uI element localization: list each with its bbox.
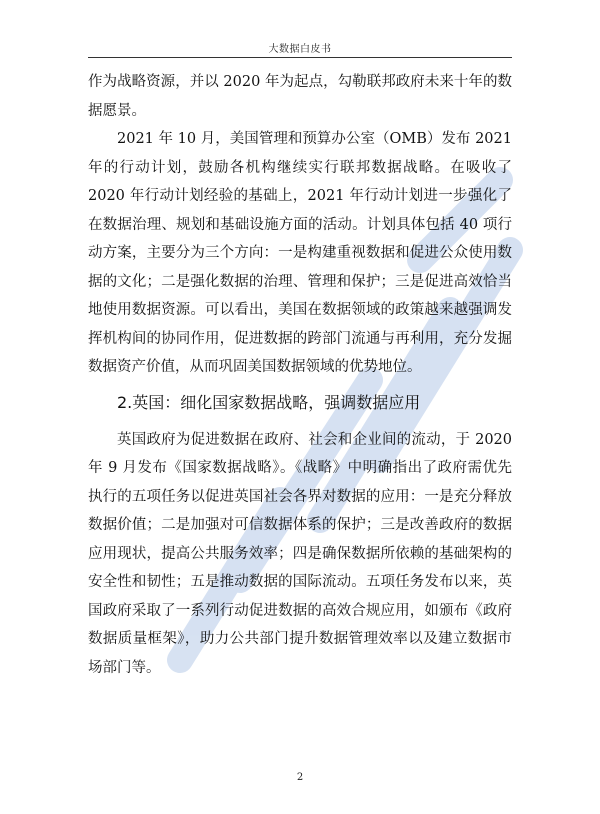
section-heading-uk: 2.英国：细化国家数据战略，强调数据应用	[117, 392, 421, 412]
running-header-title: 大数据白皮书	[268, 44, 332, 55]
paragraph-2: 2021 年 10 月，美国管理和预算办公室（OMB）发布 2021 年的行动计划，鼓励各机构继续实行联邦数据战略。在吸收了 2020 年行动计划经验的基础上，2021 年行动计划进一步强化了在数据治理、规划和基础设施方面的活动。计划具体包括 40 项行动方案，主要分为三个方向：一是构建重视数据和促进公众使用数据的文化；二是强化数据的治理、管理和保护；三是促进高效恰当地使用数据资源。可以看出，美国在数据领域的政策越来越强调发挥机构间的协同作用，促进数据的跨部门流通与再利用，充分发掘数据资产价值，从而巩固美国数据领域的优势地位。	[88, 131, 512, 375]
page-number: 2	[296, 772, 304, 783]
header-divider	[88, 57, 512, 58]
main-text	[88, 68, 512, 682]
paragraph-1: 作为战略资源，并以 2020 年为起点，勾勒联邦政府未来十年的数据愿景。	[88, 74, 512, 119]
paragraph-3: 英国政府为促进数据在政府、社会和企业间的流动，于 2020 年 9 月发布《国家数据战略》。《战略》中明确指出了政府需优先执行的五项任务以促进英国社会各界对数据的应用：一是充分释放数据价值；二是加强对可信数据体系的保护；三是改善政府的数据应用现状，提高公共服务效率；四是确保数据所依赖的基础架构的安全性和韧性；五是推动数据的国际流动。五项任务发布以来，英国政府采取了一系列行动促进数据的高效合规应用，如颁布《政府数据质量框架》，助力公共部门提升数据管理效率以及建立数据市场部门等。	[88, 431, 512, 676]
